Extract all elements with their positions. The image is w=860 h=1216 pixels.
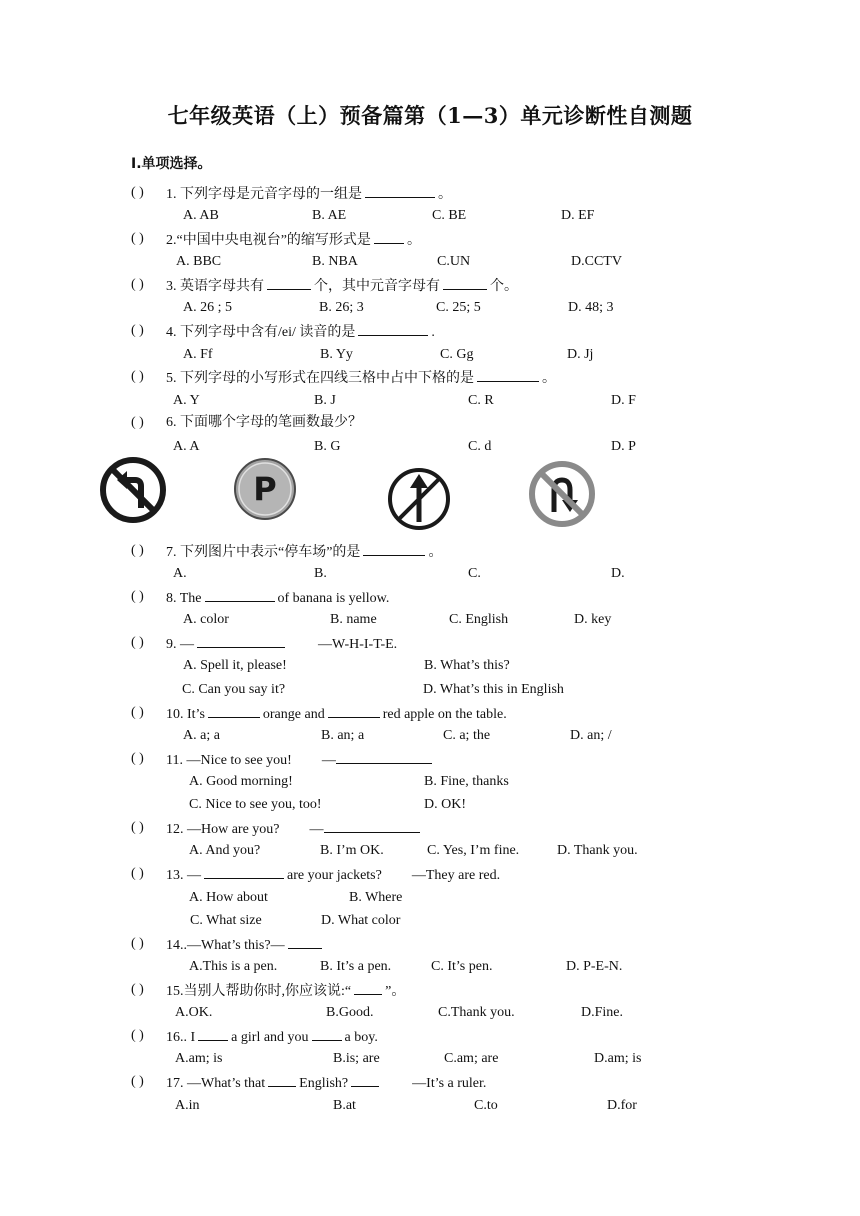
question-stem <box>166 982 405 1000</box>
answer-parenthesis: ( ) <box>131 185 144 200</box>
option-d: D. an; / <box>570 728 612 743</box>
question-text: 9. — <box>166 637 194 652</box>
option-a: A. How about <box>189 890 268 905</box>
option-c: C. Can you say it? <box>182 682 286 697</box>
answer-parenthesis: ( ) <box>131 866 144 881</box>
option-a: A. Ff <box>183 347 213 362</box>
option-d: D. What’s this in English <box>423 682 564 697</box>
question-stem <box>166 543 442 561</box>
option-b: B. Yy <box>320 347 353 362</box>
page-title: 七年级英语（上）预备篇第（1—3）单元诊断性自测题 <box>167 103 693 128</box>
option-b: B. J <box>314 393 336 408</box>
answer-blank <box>198 1028 228 1041</box>
answer-blank <box>477 369 539 382</box>
answer-blank <box>336 751 432 764</box>
question-stem <box>166 231 421 249</box>
traffic-sign-row <box>0 456 860 532</box>
option-c: C. English <box>449 612 509 627</box>
question-text: 1. 下列字母是元音字母的一组是 <box>166 187 362 202</box>
question-text: 个，其中元音字母有 <box>314 279 440 294</box>
answer-parenthesis: ( ) <box>131 231 144 246</box>
question-text: 个。 <box>490 279 518 294</box>
option-c: C. <box>468 566 481 581</box>
option-b: B. What’s this? <box>424 658 510 673</box>
option-a: A. AB <box>183 208 219 223</box>
answer-parenthesis: ( ) <box>131 277 144 292</box>
question-stem <box>166 751 432 769</box>
option-d: D. P-E-N. <box>566 959 623 974</box>
option-d: D. OK! <box>424 797 466 812</box>
answer-parenthesis: ( ) <box>131 1028 144 1043</box>
question-text: —They are red. <box>411 868 501 883</box>
option-b: B. NBA <box>312 254 358 269</box>
answer-blank <box>268 1074 296 1087</box>
question-text: 3. 英语字母共有 <box>166 279 264 294</box>
option-a: A. 26 ; 5 <box>183 300 232 315</box>
parking-letter: P <box>253 470 277 508</box>
option-c: C. a; the <box>443 728 491 743</box>
option-c: C. 25; 5 <box>436 300 481 315</box>
option-a: A. a; a <box>183 728 220 743</box>
option-b: B. I’m OK. <box>320 843 384 858</box>
question-stem <box>166 866 500 884</box>
option-b: B. <box>314 566 327 581</box>
answer-blank <box>374 231 404 244</box>
option-c: C.Thank you. <box>438 1005 515 1020</box>
no-straight-ahead-sign-icon <box>386 466 452 532</box>
question-text: 8. The <box>166 591 202 606</box>
question-stem <box>166 936 325 954</box>
question-text: — <box>321 753 336 768</box>
answer-parenthesis: ( ) <box>131 936 144 951</box>
option-b: B. name <box>330 612 377 627</box>
option-d: D. Jj <box>567 347 594 362</box>
option-d: D. key <box>574 612 612 627</box>
question-stem <box>166 1028 378 1046</box>
question-text: 16.. I <box>166 1030 196 1045</box>
option-d: D. <box>611 566 625 581</box>
question-text: 。 <box>428 545 443 560</box>
option-d: D.am; is <box>594 1051 642 1066</box>
option-d: D. P <box>611 439 636 454</box>
answer-blank <box>312 1028 342 1041</box>
answer-blank <box>267 277 311 290</box>
answer-parenthesis: ( ) <box>131 635 144 650</box>
option-b: B. G <box>314 439 341 454</box>
question-text: 14..—What’s this?— <box>166 938 285 953</box>
question-text: are your jackets? <box>287 868 382 883</box>
option-c: C.to <box>474 1098 498 1113</box>
option-a: A. Good morning! <box>189 774 293 789</box>
answer-parenthesis: ( ) <box>131 1074 144 1089</box>
option-a: A. Spell it, please! <box>183 658 287 673</box>
question-text: orange and <box>262 707 325 722</box>
option-b: B.at <box>333 1098 356 1113</box>
answer-blank <box>204 866 284 879</box>
question-stem <box>166 589 389 607</box>
question-text: 4. 下列字母中含有/ei/ 读音的是 <box>166 325 356 340</box>
section-heading: I.单项选择。 <box>131 156 212 172</box>
question-text: 。 <box>406 233 421 248</box>
option-c: C. BE <box>432 208 467 223</box>
question-text: —W-H-I-T-E. <box>318 637 398 652</box>
option-b: B. It’s a pen. <box>320 959 392 974</box>
option-c: C.am; are <box>444 1051 499 1066</box>
question-text: — <box>309 822 324 837</box>
answer-blank <box>197 635 285 648</box>
option-c: C. Yes, I’m fine. <box>427 843 520 858</box>
question-stem <box>166 369 556 387</box>
option-d: D. What color <box>321 913 401 928</box>
no-u-turn-sign-icon <box>528 460 596 528</box>
option-b: B.is; are <box>333 1051 380 1066</box>
answer-parenthesis: ( ) <box>131 415 144 430</box>
option-b: B.Good. <box>326 1005 374 1020</box>
answer-parenthesis: ( ) <box>131 589 144 604</box>
option-b: B. AE <box>312 208 347 223</box>
option-a: A.This is a pen. <box>189 959 278 974</box>
option-a: A. <box>173 566 187 581</box>
answer-parenthesis: ( ) <box>131 705 144 720</box>
question-text: 6. 下面哪个字母的笔画数最少？ <box>166 415 362 430</box>
question-stem <box>166 705 507 723</box>
question-text: red apple on the table. <box>382 707 507 722</box>
option-c: C. Nice to see you, too! <box>189 797 322 812</box>
option-c: C.UN <box>437 254 471 269</box>
question-stem <box>166 820 420 838</box>
answer-parenthesis: ( ) <box>131 820 144 835</box>
answer-blank <box>205 589 275 602</box>
question-text: a girl and you <box>231 1030 309 1045</box>
question-text: ”。 <box>385 984 406 999</box>
question-text: 17. —What’s that <box>166 1076 266 1091</box>
option-a: A.am; is <box>175 1051 223 1066</box>
option-a: A. BBC <box>176 254 222 269</box>
parking-sign-icon <box>232 456 298 522</box>
answer-blank <box>443 277 487 290</box>
answer-blank <box>208 705 260 718</box>
answer-blank <box>354 982 382 995</box>
option-c: C. What size <box>190 913 262 928</box>
option-b: B. 26; 3 <box>319 300 364 315</box>
answer-blank <box>365 185 435 198</box>
question-stem <box>166 323 435 341</box>
question-text: 11. —Nice to see you! <box>166 753 292 768</box>
no-left-turn-sign-icon <box>99 456 167 524</box>
question-text: English? <box>299 1076 349 1091</box>
option-d: D. EF <box>561 208 595 223</box>
option-a: A.OK. <box>175 1005 213 1020</box>
answer-blank <box>363 543 425 556</box>
option-d: D.for <box>607 1098 637 1113</box>
answer-parenthesis: ( ) <box>131 543 144 558</box>
option-b: B. Fine, thanks <box>424 774 509 789</box>
question-text: 2.“中国中央电视台”的缩写形式是 <box>166 233 371 248</box>
option-a: A. And you? <box>189 843 261 858</box>
answer-blank <box>324 820 420 833</box>
question-text: a boy. <box>344 1030 378 1045</box>
option-a: A. A <box>173 439 200 454</box>
question-stem <box>166 635 397 653</box>
option-c: C. It’s pen. <box>431 959 493 974</box>
option-c: C. R <box>468 393 494 408</box>
option-c: C. d <box>468 439 492 454</box>
question-text: 10. It’s <box>166 707 205 722</box>
question-text: 7. 下列图片中表示“停车场”的是 <box>166 545 361 560</box>
question-text: 。 <box>542 371 556 386</box>
option-d: D.CCTV <box>571 254 622 269</box>
answer-parenthesis: ( ) <box>131 323 144 338</box>
question-stem <box>166 277 518 295</box>
question-text: —It’s a ruler. <box>412 1076 487 1091</box>
option-d: D. 48; 3 <box>568 300 614 315</box>
option-a: A.in <box>175 1098 200 1113</box>
answer-blank <box>351 1074 379 1087</box>
option-c: C. Gg <box>440 347 474 362</box>
question-stem <box>166 1074 486 1092</box>
answer-blank <box>358 323 428 336</box>
answer-blank <box>328 705 380 718</box>
question-text: 。 <box>438 187 452 202</box>
answer-blank <box>288 936 322 949</box>
question-stem <box>166 415 362 431</box>
question-stem <box>166 185 452 203</box>
answer-parenthesis: ( ) <box>131 369 144 384</box>
answer-parenthesis: ( ) <box>131 751 144 766</box>
option-b: B. an; a <box>321 728 365 743</box>
question-text: 12. —How are you? <box>166 822 280 837</box>
question-text: of banana is yellow. <box>277 591 390 606</box>
question-text: . <box>431 325 435 340</box>
option-a: A. Y <box>173 393 200 408</box>
option-d: D.Fine. <box>581 1005 623 1020</box>
answer-parenthesis: ( ) <box>131 982 144 997</box>
question-text: 13. — <box>166 868 201 883</box>
question-text: 15.当别人帮助你时,你应该说:“ <box>166 984 352 999</box>
option-b: B. Where <box>349 890 403 905</box>
option-d: D. Thank you. <box>557 843 638 858</box>
option-a: A. color <box>183 612 229 627</box>
question-text: 5. 下列字母的小写形式在四线三格中占中下格的是 <box>166 371 474 386</box>
option-d: D. F <box>611 393 636 408</box>
